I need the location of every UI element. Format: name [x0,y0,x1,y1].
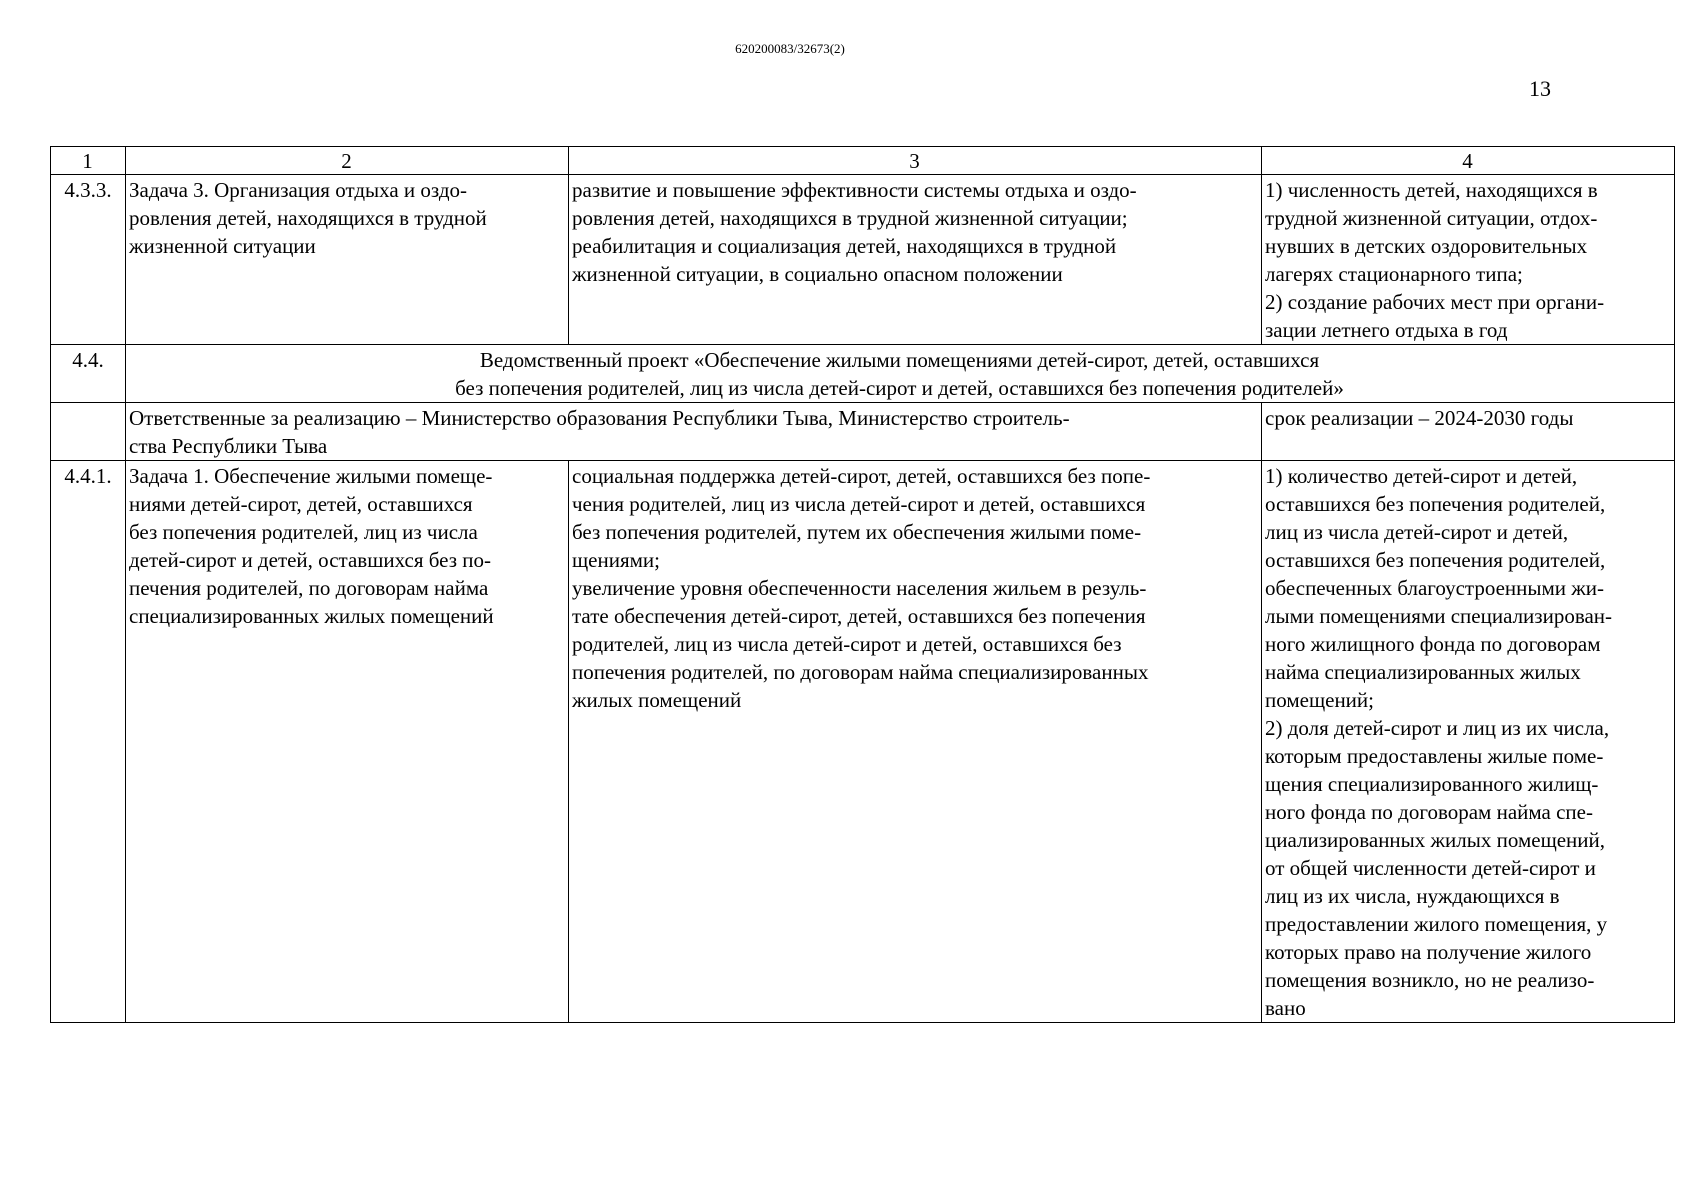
indicator-cell [1262,175,1675,345]
page-number: 13 [1529,76,1551,101]
text-line: ровления детей, находящихся в трудной [129,206,487,230]
task-cell [126,461,569,1023]
text-line: 2) создание рабочих мест при органи- [1265,290,1605,314]
text-line: печения родителей, по договорам найма [129,576,489,600]
text-line: циализированных жилых помещений, [1265,828,1606,852]
text-line: ного жилищного фонда по договорам [1265,632,1601,656]
indicator-cell [1262,461,1675,1023]
text-line: зации летнего отдыха в год [1265,318,1508,342]
row-number: 4.3.3. [51,175,126,345]
column-header-row [51,147,1675,175]
text-line: Задача 3. Организация отдыха и оздо- [129,178,468,202]
text-line: помещения возникло, но не реализо- [1265,968,1595,992]
text-line: тате обеспечения детей-сирот, детей, оставшихся без попечения [572,604,1146,628]
text-line: щения специализированного жилищ- [1265,772,1599,796]
responsible-cell [126,403,1262,461]
row-number-empty [51,403,126,461]
text-line: щениями; [572,548,660,572]
text-line: Ведомственный проект «Обеспечение жилыми помещениями детей-сирот, детей, оставшихся [479,348,1320,372]
text-line: ного фонда по договорам найма спе- [1265,800,1593,824]
text-line: найма специализированных жилых [1265,660,1581,684]
text-line: ства Республики Тыва [129,434,328,458]
project-title-cell [126,345,1675,403]
term-cell: срок реализации – 2024-2030 годы [1262,403,1675,461]
text-line: Ответственные за реализацию – Министерство образования Республики Тыва, Министерство строитель- [129,406,1070,430]
goal-cell [569,461,1262,1023]
column-header-3: 3 [569,147,1262,175]
text-line: увеличение уровня обеспеченности населения жильем в резуль- [572,576,1147,600]
text-line: жизненной ситуации [129,234,316,258]
text-line: Задача 1. Обеспечение жилыми помеще- [129,464,493,488]
text-line: которых право на получение жилого [1265,940,1592,964]
row-number: 4.4.1. [51,461,126,1023]
text-line: жизненной ситуации, в социально опасном положении [572,262,1063,286]
text-line: помещений; [1265,688,1374,712]
text-line: специализированных жилых помещений [129,604,494,628]
text-line: жилых помещений [572,688,742,712]
column-header-4: 4 [1262,147,1675,175]
row-number: 4.4. [51,345,126,403]
text-line: лиц из их числа, нуждающихся в [1265,884,1560,908]
text-line: 1) количество детей-сирот и детей, [1265,464,1578,488]
text-line: оставшихся без попечения родителей, [1265,548,1606,572]
task-cell [126,175,569,345]
text-line: детей-сирот и детей, оставшихся без по- [129,548,491,572]
text-line: лыми помещениями специализирован- [1265,604,1613,628]
table-row-responsible [51,403,1675,461]
table-row-4-4-1 [51,461,1675,1023]
text-line: 1) численность детей, находящихся в [1265,178,1598,202]
text-line: без попечения родителей, лиц из числа детей-сирот и детей, оставшихся без попечения родителей» [455,376,1344,400]
text-line: вано [1265,996,1306,1020]
text-line: предоставлении жилого помещения, у [1265,912,1608,936]
text-line: родителей, лиц из числа детей-сирот и детей, оставшихся без [572,632,1122,656]
text-line: без попечения родителей, лиц из числа [129,520,478,544]
column-header-1: 1 [51,147,126,175]
column-header-2: 2 [126,147,569,175]
text-line: 2) доля детей-сирот и лиц из их числа, [1265,716,1610,740]
document-id: 620200083/32673(2) [735,41,845,56]
text-line: которым предоставлены жилые поме- [1265,744,1604,768]
text-line: ровления детей, находящихся в трудной жизненной ситуации; [572,206,1128,230]
goal-cell [569,175,1262,345]
text-line: без попечения родителей, путем их обеспечения жилыми поме- [572,520,1142,544]
text-line: обеспеченных благоустроенными жи- [1265,576,1605,600]
text-line: оставшихся без попечения родителей, [1265,492,1606,516]
text-line: лагерях стационарного типа; [1265,262,1523,286]
table-row-4-3-3 [51,175,1675,345]
text-line: развитие и повышение эффективности системы отдыха и оздо- [572,178,1137,202]
program-table [50,146,1675,1023]
text-line: чения родителей, лиц из числа детей-сирот и детей, оставшихся [572,492,1146,516]
text-line: ниями детей-сирот, детей, оставшихся [129,492,473,516]
text-line: от общей численности детей-сирот и [1265,856,1596,880]
text-line: трудной жизненной ситуации, отдох- [1265,206,1598,230]
text-line: социальная поддержка детей-сирот, детей, оставшихся без попе- [572,464,1151,488]
text-line: нувших в детских оздоровительных [1265,234,1588,258]
table-row-4-4 [51,345,1675,403]
text-line: лиц из числа детей-сирот и детей, [1265,520,1569,544]
text-line: реабилитация и социализация детей, находящихся в трудной [572,234,1117,258]
text-line: попечения родителей, по договорам найма специализированных [572,660,1149,684]
